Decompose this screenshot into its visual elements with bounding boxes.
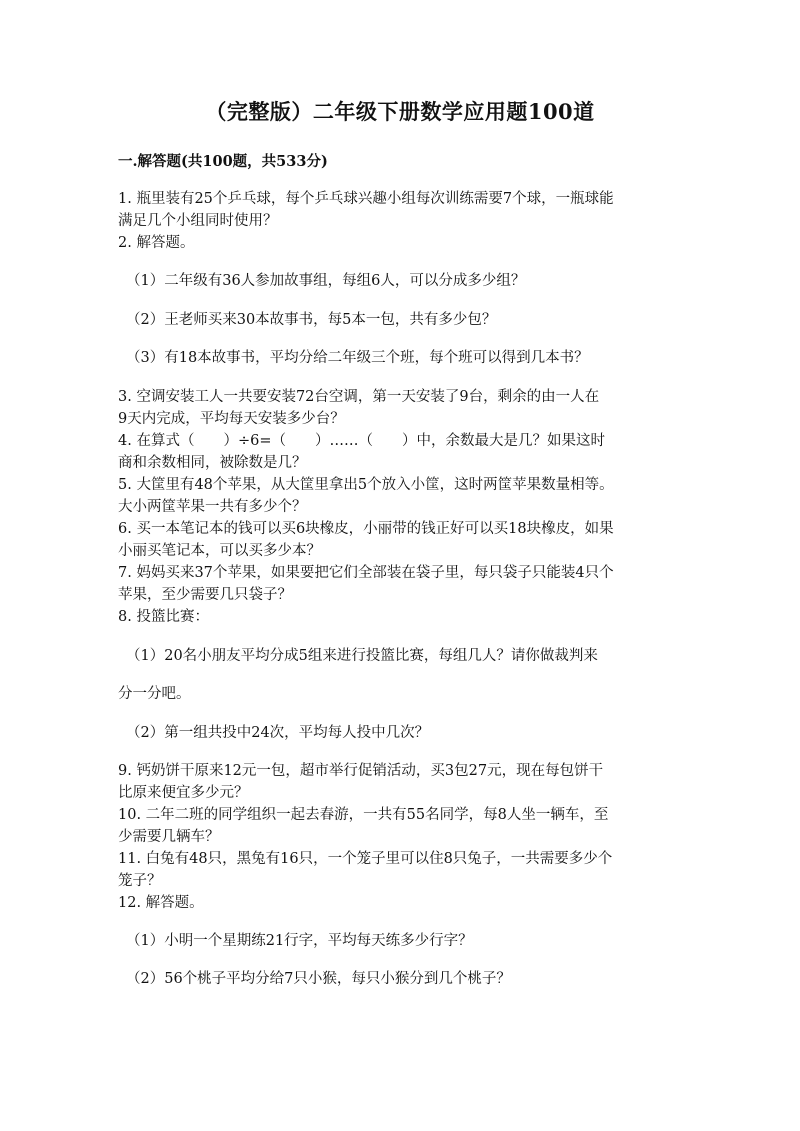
sub-question-line: （2）王老师买来30本故事书，每5本一包，共有多少包？ bbox=[126, 312, 497, 328]
question-line: 小丽买笔记本，可以买多少本？ bbox=[118, 543, 321, 559]
sub-question-line: （3）有18本故事书，平均分给二年级三个班，每个班可以得到几本书？ bbox=[126, 350, 589, 366]
question-line: 2. 解答题。 bbox=[118, 235, 195, 251]
question-line: 4. 在算式（ ）÷6=（ ）……（ ）中，余数最大是几？如果这时 bbox=[118, 433, 605, 449]
question-line: 比原来便宜多少元？ bbox=[118, 785, 249, 801]
question-line: 9天内完成，平均每天安装多少台？ bbox=[118, 411, 345, 427]
sub-question-line: （1）二年级有36人参加故事组，每组6人，可以分成多少组？ bbox=[126, 273, 526, 289]
question-line: 大小两筐苹果一共有多少个？ bbox=[118, 499, 307, 515]
question-line: 5. 大筐里有48个苹果，从大筐里拿出5个放入小筐，这时两筐苹果数量相等。 bbox=[118, 477, 614, 493]
question-line: 10. 二年二班的同学组织一起去春游，一共有55名同学，每8人坐一辆车，至 bbox=[118, 807, 609, 823]
question-line: 苹果，至少需要几只袋子？ bbox=[118, 587, 292, 603]
question-line: 少需要几辆车？ bbox=[118, 829, 220, 845]
question-line: 满足几个小组同时使用？ bbox=[118, 213, 278, 229]
question-line: 3. 空调安装工人一共要安装72台空调，第一天安装了9台，剩余的由一人在 bbox=[118, 389, 600, 405]
question-line: 7. 妈妈买来37个苹果，如果要把它们全部装在袋子里，每只袋子只能装4只个 bbox=[118, 565, 614, 581]
sub-question-line: （2）第一组共投中24次，平均每人投中几次？ bbox=[126, 725, 430, 741]
question-line: 分一分吧。 bbox=[118, 686, 191, 702]
question-line: 笼子？ bbox=[118, 873, 162, 889]
page-title: （完整版）二年级下册数学应用题100道 bbox=[205, 99, 595, 124]
section-heading: 一.解答题(共100题，共533分) bbox=[118, 153, 328, 170]
question-line: 9. 钙奶饼干原来12元一包，超市举行促销活动，买3包27元，现在每包饼干 bbox=[118, 763, 604, 779]
sub-question-line: （1）20名小朋友平均分成5组来进行投篮比赛，每组几人？请你做裁判来 bbox=[126, 648, 598, 664]
sub-question-line: （2）56个桃子平均分给7只小猴，每只小猴分到几个桃子？ bbox=[126, 971, 511, 987]
sub-question-line: （1）小明一个星期练21行字，平均每天练多少行字？ bbox=[126, 933, 473, 949]
question-line: 1. 瓶里装有25个乒乓球，每个乒乓球兴趣小组每次训练需要7个球，一瓶球能 bbox=[118, 191, 614, 207]
question-line: 6. 买一本笔记本的钱可以买6块橡皮，小丽带的钱正好可以买18块橡皮，如果 bbox=[118, 521, 614, 537]
question-line: 11. 白兔有48只，黑兔有16只，一个笼子里可以住8只兔子，一共需要多少个 bbox=[118, 851, 613, 867]
question-line: 12. 解答题。 bbox=[118, 895, 204, 911]
question-line: 商和余数相同，被除数是几？ bbox=[118, 455, 307, 471]
question-line: 8. 投篮比赛： bbox=[118, 609, 209, 625]
